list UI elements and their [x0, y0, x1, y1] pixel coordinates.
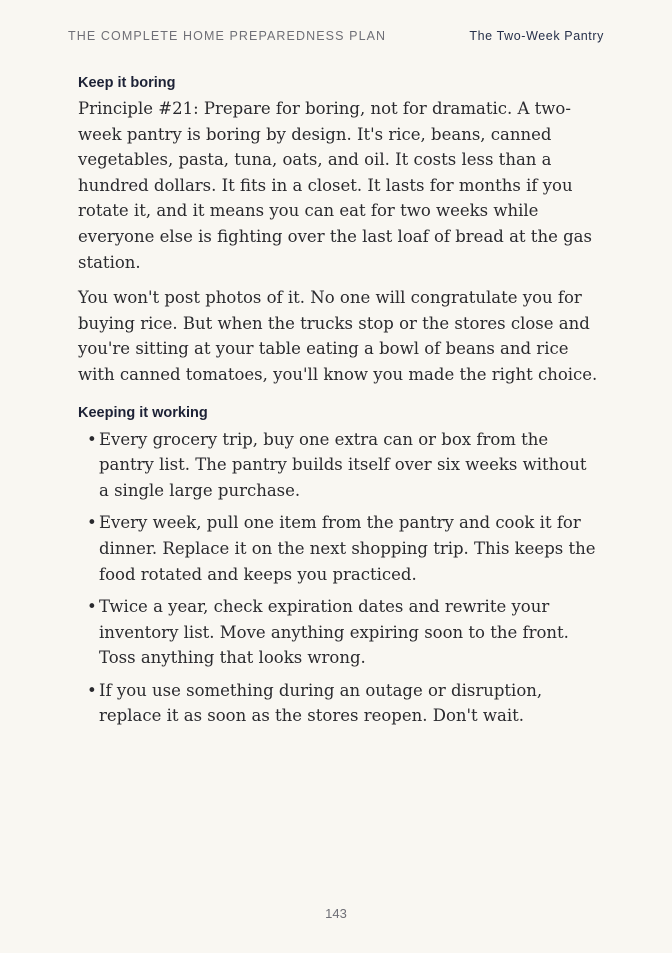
- section-keep-it-boring: [78, 75, 598, 388]
- list-item-text: Every week, pull one item from the pantry and cook it for dinner. Replace it on the next shopping trip. This keeps the food rotated and keeps you practiced.: [99, 513, 596, 584]
- bullet-marker: •: [87, 597, 97, 617]
- list-item: [78, 678, 598, 729]
- section-keeping-it-working: [78, 405, 598, 730]
- running-header: [68, 29, 604, 43]
- page-number: 143: [325, 906, 347, 921]
- list-item-text: Twice a year, check expiration dates and rewrite your inventory list. Move anything expiring soon to the front. Toss anything that looks wrong.: [99, 597, 569, 668]
- body-paragraph: You won't post photos of it. No one will congratulate you for buying rice. But when the trucks stop or the stores close and you're sitting at your table eating a bowl of beans and rice with canned tomatoes, you'll know you made the right choice.: [78, 288, 598, 384]
- section-heading: Keeping it working: [78, 404, 208, 421]
- bullet-marker: •: [87, 513, 97, 533]
- list-item-text: If you use something during an outage or disruption, replace it as soon as the stores reopen. Don't wait.: [99, 680, 543, 726]
- section-heading: Keep it boring: [78, 75, 176, 91]
- bullet-marker: •: [87, 429, 97, 449]
- body-paragraph: Principle #21: Prepare for boring, not for dramatic. A two-week pantry is boring by design. It's rice, beans, canned vegetables, pasta, tuna, oats, and oil. It costs less than a hundred dollars. It fits in a closet. It lasts for months if you rotate it, and it means you can eat for two weeks while everyone else is fighting over the last loaf of bread at the gas station.: [78, 99, 592, 272]
- list-item: [78, 510, 598, 587]
- list-item: [78, 427, 598, 504]
- list-item: [78, 594, 598, 671]
- chapter-title: The Two-Week Pantry: [469, 29, 604, 43]
- page-body: [78, 75, 598, 736]
- bullet-list: [78, 427, 598, 730]
- book-title: THE COMPLETE HOME PREPAREDNESS PLAN: [68, 29, 387, 43]
- list-item-text: Every grocery trip, buy one extra can or box from the pantry list. The pantry builds itself over six weeks without a single large purchase.: [99, 429, 587, 500]
- bullet-marker: •: [87, 680, 97, 700]
